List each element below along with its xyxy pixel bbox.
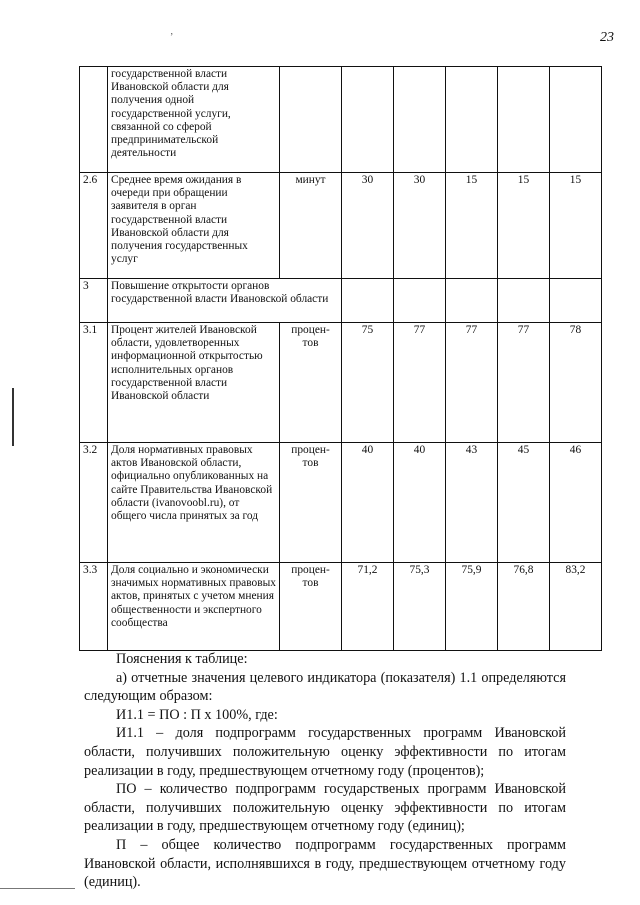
value-cell — [394, 279, 446, 323]
value-cell: 30 — [394, 173, 446, 279]
notes-paragraph: а) отчетные значения целевого индикатора (показателя) 1.1 определяются следующим образом: — [84, 669, 566, 705]
footer-rule — [0, 888, 75, 889]
value-cell: 15 — [498, 173, 550, 279]
unit-cell: процен- тов — [280, 443, 342, 563]
value-cell — [446, 67, 498, 173]
table-row — [80, 279, 602, 323]
value-cell: 77 — [446, 323, 498, 443]
value-cell — [550, 279, 602, 323]
table-row — [80, 323, 602, 443]
unit-cell — [280, 67, 342, 173]
value-cell — [550, 67, 602, 173]
table-row — [80, 563, 602, 651]
value-cell: 40 — [394, 443, 446, 563]
table-notes — [84, 650, 566, 892]
row-number: 3.3 — [80, 563, 108, 651]
page-number: 23 — [600, 30, 614, 45]
value-cell: 78 — [550, 323, 602, 443]
indicator-name: Доля нормативных правовых актов Ивановской области, официально опубликованных на сайте Правительства Ивановской области (ivanovoobl.ru), от общего числа принятых за год — [108, 443, 280, 563]
indicators-table — [79, 66, 602, 651]
value-cell: 15 — [550, 173, 602, 279]
value-cell: 40 — [342, 443, 394, 563]
value-cell — [498, 279, 550, 323]
value-cell: 15 — [446, 173, 498, 279]
notes-heading: Пояснения к таблице: — [116, 651, 248, 667]
margin-scan-mark — [12, 388, 14, 446]
value-cell: 77 — [394, 323, 446, 443]
value-cell: 30 — [342, 173, 394, 279]
value-cell: 83,2 — [550, 563, 602, 651]
value-cell — [342, 67, 394, 173]
indicator-name: Доля социально и экономически значимых нормативных правовых актов, принятых с учетом мнения общественности и экспертного сообщества — [108, 563, 280, 651]
indicator-name: Процент жителей Ивановской области, удовлетворенных информационной открытостью исполнительных органов государственной власти Ивановской области — [108, 323, 280, 443]
value-cell: 71,2 — [342, 563, 394, 651]
row-number: 3.2 — [80, 443, 108, 563]
value-cell: 77 — [498, 323, 550, 443]
notes-paragraph: И1.1 – доля подпрограмм государственных программ Ивановской области, получивших положительную оценку эффективности по итогам реализации в году, предшествующем отчетному году (процентов); — [84, 725, 566, 779]
table-row — [80, 173, 602, 279]
value-cell: 75 — [342, 323, 394, 443]
table-row — [80, 67, 602, 173]
value-cell: 45 — [498, 443, 550, 563]
row-number: 3 — [80, 279, 108, 323]
row-number: 2.6 — [80, 173, 108, 279]
value-cell: 75,3 — [394, 563, 446, 651]
value-cell: 76,8 — [498, 563, 550, 651]
unit-cell: процен- тов — [280, 563, 342, 651]
formula: И1.1 = ПО : П х 100%, где: — [116, 706, 278, 723]
section-heading: Повышение открытости органов государственной власти Ивановской области — [108, 279, 342, 323]
value-cell — [446, 279, 498, 323]
unit-cell: минут — [280, 173, 342, 279]
row-number: 3.1 — [80, 323, 108, 443]
notes-paragraph: П – общее количество подпрограмм государственных программ Ивановской области, исполнявшихся в году, предшествующем отчетному году (единиц). — [84, 836, 566, 891]
indicator-name: Среднее время ожидания в очереди при обращении заявителя в орган государственной власти Ивановской области для получения государственных услуг — [108, 173, 280, 279]
notes-paragraph: ПО – количество подпрограмм государственых программ Ивановской области, получивших положительную оценку эффективности по итогам реализации в году, предшествующем отчетному году (единиц); — [84, 781, 566, 835]
value-cell — [394, 67, 446, 173]
stray-mark: ’ — [170, 32, 174, 43]
value-cell: 43 — [446, 443, 498, 563]
unit-cell: процен- тов — [280, 323, 342, 443]
value-cell — [498, 67, 550, 173]
indicator-name: государственной власти Ивановской области для получения одной государственной услуги, связанной со сферой предпринимательской деятельности — [108, 67, 280, 173]
value-cell: 46 — [550, 443, 602, 563]
row-number — [80, 67, 108, 173]
value-cell — [342, 279, 394, 323]
value-cell: 75,9 — [446, 563, 498, 651]
table-row — [80, 443, 602, 563]
